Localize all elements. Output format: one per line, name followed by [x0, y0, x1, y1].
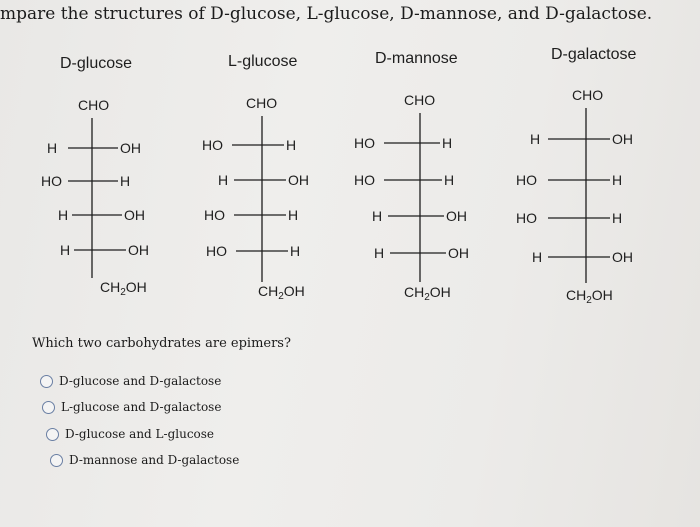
ch2oh-group: $CH_2OH$ [566, 287, 613, 306]
right-substituent: H [286, 137, 297, 153]
option-l-glucose-d-galactose[interactable] [42, 398, 221, 416]
left-substituent: HO [202, 137, 223, 153]
left-substituent: HO [516, 210, 537, 226]
right-substituent: H [612, 210, 623, 226]
right-substituent: OH [120, 140, 141, 156]
option-d-mannose-d-galactose[interactable] [50, 451, 239, 469]
question-text: Which two carbohydrates are epimers? [32, 336, 291, 351]
option-label: D-glucose and D-galactose [59, 374, 222, 388]
right-substituent: OH [612, 249, 633, 265]
left-substituent: H [47, 140, 58, 156]
cho-group: CHO [404, 92, 436, 108]
ch2oh-group: $CH_2OH$ [404, 284, 451, 303]
right-substituent: H [444, 172, 455, 188]
right-substituent: OH [288, 172, 309, 188]
ch2oh-group: $CH_2OH$ [258, 283, 305, 302]
option-label: D-mannose and D-galactose [69, 453, 240, 467]
option-d-glucose-d-galactose[interactable] [40, 372, 221, 390]
structure-name-l-glucose: L-glucose [228, 53, 298, 70]
right-substituent: H [288, 207, 299, 223]
right-substituent: OH [612, 131, 633, 147]
right-substituent: OH [446, 208, 467, 224]
cho-group: CHO [572, 87, 604, 103]
radio-button[interactable] [40, 375, 53, 388]
fischer-d-mannose [384, 113, 446, 282]
left-substituent: H [58, 207, 69, 223]
cho-group: CHO [78, 97, 110, 113]
structure-name-d-galactose: D-galactose [551, 46, 637, 63]
left-substituent: HO [204, 207, 225, 223]
left-substituent: H [532, 249, 543, 265]
fischer-d-galactose [548, 108, 610, 283]
question-header: mpare the structures of D-glucose, L-glucose, D-mannose, and D-galactose. [0, 4, 653, 24]
radio-button[interactable] [50, 454, 63, 467]
left-substituent: HO [354, 135, 375, 151]
right-substituent: OH [128, 242, 149, 258]
radio-button[interactable] [42, 401, 55, 414]
ch2oh-group: $CH_2OH$ [100, 279, 147, 298]
left-substituent: HO [41, 173, 62, 189]
left-substituent: H [372, 208, 383, 224]
radio-button[interactable] [46, 428, 59, 441]
right-substituent: H [612, 172, 623, 188]
fischer-d-glucose [68, 118, 126, 278]
left-substituent: H [218, 172, 229, 188]
right-substituent: OH [124, 207, 145, 223]
left-substituent: HO [206, 243, 227, 259]
fischer-l-glucose [232, 116, 288, 282]
right-substituent: H [120, 173, 131, 189]
right-substituent: H [442, 135, 453, 151]
cho-group: CHO [246, 95, 278, 111]
structure-name-d-glucose: D-glucose [60, 55, 133, 72]
option-label: D-glucose and L-glucose [65, 427, 215, 441]
left-substituent: H [530, 131, 541, 147]
option-label: L-glucose and D-galactose [61, 400, 222, 414]
left-substituent: HO [354, 172, 375, 188]
left-substituent: H [60, 242, 71, 258]
structure-name-d-mannose: D-mannose [375, 50, 458, 67]
right-substituent: OH [448, 245, 469, 261]
left-substituent: H [374, 245, 385, 261]
left-substituent: HO [516, 172, 537, 188]
option-d-glucose-l-glucose[interactable] [46, 425, 214, 443]
right-substituent: H [290, 243, 301, 259]
